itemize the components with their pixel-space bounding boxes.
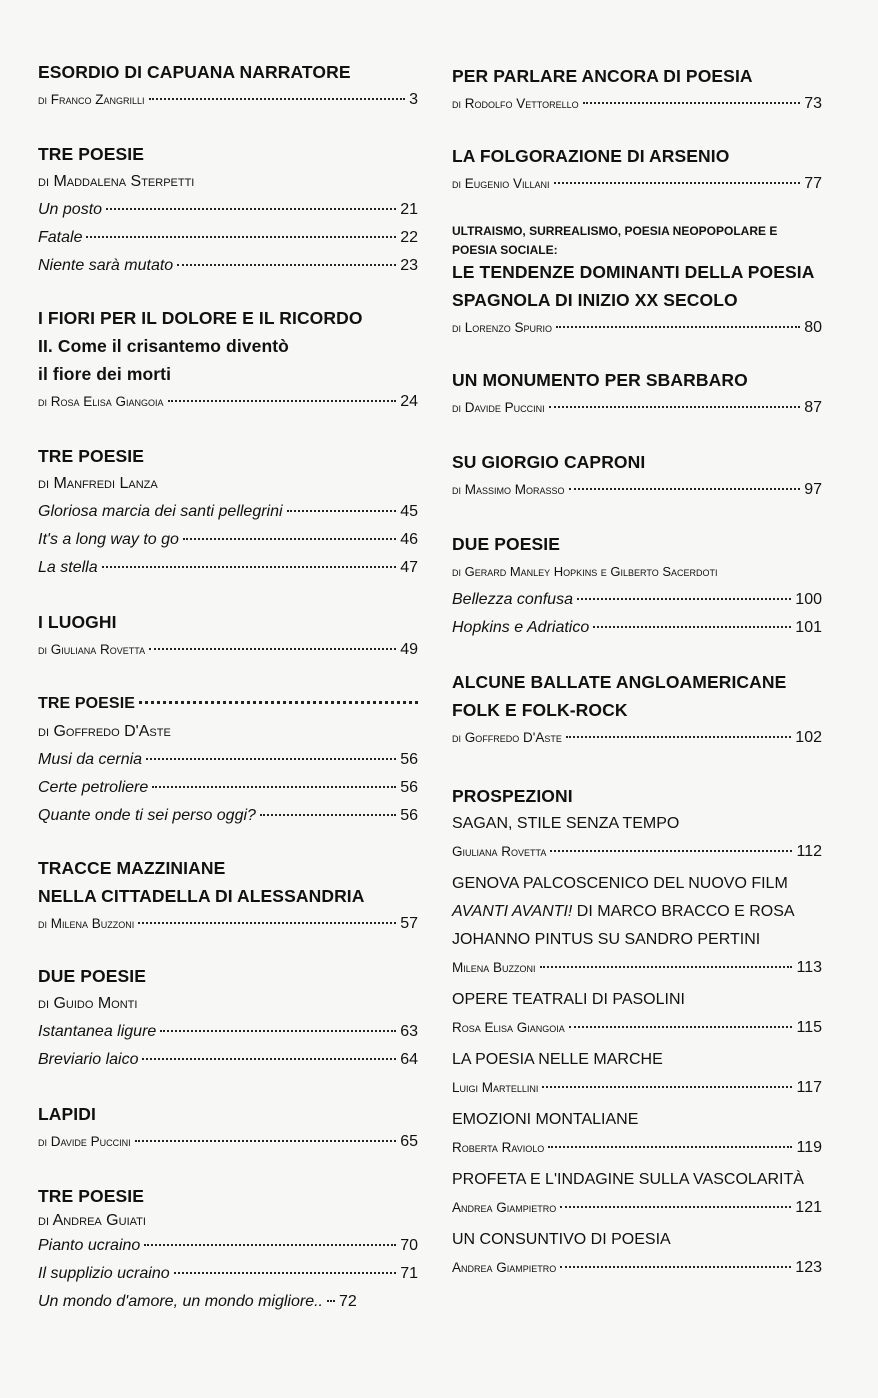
page-number: 73 bbox=[804, 95, 822, 112]
dot-leader bbox=[560, 1206, 791, 1208]
entry-title: I FIORI PER IL DOLORE E IL RICORDO bbox=[38, 308, 363, 328]
entry-author-row[interactable] bbox=[452, 1074, 822, 1102]
entry-title: TRE POESIE bbox=[38, 446, 145, 466]
page-number: 100 bbox=[795, 591, 822, 608]
dot-leader bbox=[106, 208, 396, 210]
poem-row[interactable] bbox=[38, 554, 418, 582]
dot-leader bbox=[542, 1086, 792, 1088]
page-number: 24 bbox=[400, 393, 418, 410]
entry-author: di Rodolfo Vettorello bbox=[452, 96, 579, 111]
poem-title: Breviario laico bbox=[38, 1051, 139, 1068]
entry-author: di Giuliana Rovetta bbox=[38, 642, 146, 657]
poem-title: Quante onde ti sei perso oggi? bbox=[38, 807, 256, 824]
entry-title: ESORDIO DI CAPUANA NARRATORE bbox=[38, 62, 351, 82]
entry-author-row[interactable] bbox=[452, 314, 822, 342]
poem-row[interactable] bbox=[38, 498, 418, 526]
poem-row[interactable] bbox=[38, 774, 418, 802]
entry-author: di Guido Monti bbox=[38, 995, 138, 1012]
page-number: 119 bbox=[796, 1139, 822, 1156]
page-number: 65 bbox=[400, 1133, 418, 1150]
entry-title: DUE POESIE bbox=[38, 966, 146, 986]
entry-author-row[interactable] bbox=[452, 1254, 822, 1282]
page-number: 123 bbox=[795, 1259, 822, 1276]
entry-author: Milena Buzzoni bbox=[452, 960, 536, 975]
entry-title: TRE POESIE bbox=[38, 144, 145, 164]
entry-author: di Manfredi Lanza bbox=[38, 475, 158, 492]
page-number: 77 bbox=[804, 175, 822, 192]
dot-leader bbox=[168, 400, 397, 402]
page-number: 49 bbox=[400, 641, 418, 658]
entry-title: TRE POESIE bbox=[38, 695, 136, 712]
poem-row[interactable] bbox=[38, 802, 418, 830]
entry-title: TRACCE MAZZINIANE bbox=[38, 858, 226, 878]
film-title: AVANTI AVANTI! bbox=[452, 903, 573, 920]
entry-author: Rosa Elisa Giangoia bbox=[452, 1020, 565, 1035]
dot-leader bbox=[149, 648, 396, 650]
entry-author: Andrea Giampietro bbox=[452, 1200, 557, 1215]
toc-left-column bbox=[38, 58, 418, 1316]
poem-title: Musi da cernia bbox=[38, 751, 143, 768]
entry-author-row[interactable] bbox=[452, 476, 822, 504]
entry-author: di Eugenio Villani bbox=[452, 176, 550, 191]
entry-author: di Rosa Elisa Giangoia bbox=[38, 394, 164, 409]
poem-title: Il supplizio ucraino bbox=[38, 1265, 170, 1282]
dot-leader bbox=[138, 922, 396, 924]
entry-author: di Gerard Manley Hopkins e Gilberto Sacerdoti bbox=[452, 564, 718, 579]
dot-leader bbox=[152, 786, 396, 788]
toc-entry-prospezioni bbox=[452, 782, 822, 1282]
page-number: 64 bbox=[400, 1051, 418, 1068]
entry-title: I LUOGHI bbox=[38, 612, 117, 632]
toc-entry bbox=[38, 304, 418, 416]
entry-author-row[interactable] bbox=[38, 910, 418, 938]
toc-entry bbox=[38, 690, 418, 830]
dot-leader bbox=[174, 1272, 397, 1274]
entry-title: LE TENDENZE DOMINANTI DELLA POESIA bbox=[452, 262, 815, 282]
page-number: 56 bbox=[400, 751, 418, 768]
entry-title: SU GIORGIO CAPRONI bbox=[452, 452, 646, 472]
entry-author-row[interactable] bbox=[452, 90, 822, 118]
page-number: 63 bbox=[400, 1023, 418, 1040]
dot-leader bbox=[327, 1300, 335, 1302]
entry-title: TRE POESIE bbox=[38, 1186, 145, 1206]
toc-entry bbox=[452, 62, 822, 118]
entry-author-row[interactable] bbox=[452, 954, 822, 982]
poem-row[interactable] bbox=[38, 1232, 418, 1260]
article-title: PROFETA E L'INDAGINE SULLA VASCOLARITÀ bbox=[452, 1171, 804, 1188]
poem-title: La stella bbox=[38, 559, 98, 576]
entry-author: di Milena Buzzoni bbox=[38, 916, 135, 931]
toc-entry bbox=[452, 448, 822, 504]
dot-leader bbox=[260, 814, 396, 816]
dot-leader bbox=[183, 538, 396, 540]
toc-entry bbox=[452, 220, 822, 342]
article-title: EMOZIONI MONTALIANE bbox=[452, 1111, 639, 1128]
entry-author-row[interactable] bbox=[452, 724, 822, 752]
poem-row[interactable] bbox=[452, 614, 822, 642]
article-title: LA POESIA NELLE MARCHE bbox=[452, 1051, 663, 1068]
poem-title: Un posto bbox=[38, 201, 103, 218]
entry-author-row[interactable] bbox=[452, 838, 822, 866]
toc-entry bbox=[452, 366, 822, 422]
page-number: 102 bbox=[795, 729, 822, 746]
page-number: 87 bbox=[804, 399, 822, 416]
dot-leader bbox=[177, 264, 396, 266]
poem-row[interactable] bbox=[38, 746, 418, 774]
poem-title: Fatale bbox=[38, 229, 83, 246]
toc-entry bbox=[38, 854, 418, 938]
toc-entry bbox=[452, 668, 822, 752]
entry-title: UN MONUMENTO PER SBARBARO bbox=[452, 370, 748, 390]
page-number: 117 bbox=[796, 1079, 822, 1096]
toc-entry bbox=[452, 530, 822, 642]
article-title-line: JOHANNO PINTUS SU SANDRO PERTINI bbox=[452, 931, 761, 948]
dot-leader bbox=[160, 1030, 396, 1032]
article-title: SAGAN, STILE SENZA TEMPO bbox=[452, 815, 680, 832]
entry-title: PROSPEZIONI bbox=[452, 786, 573, 806]
poem-row[interactable] bbox=[38, 252, 418, 280]
toc-entry bbox=[38, 58, 418, 114]
page-number: 97 bbox=[804, 481, 822, 498]
dot-leader bbox=[550, 850, 792, 852]
page-number: 23 bbox=[400, 257, 418, 274]
dot-leader bbox=[566, 736, 791, 738]
toc-entry bbox=[38, 1182, 418, 1316]
entry-author-row[interactable] bbox=[452, 394, 822, 422]
entry-title: ALCUNE BALLATE ANGLOAMERICANE bbox=[452, 672, 787, 692]
dot-leader bbox=[560, 1266, 791, 1268]
page-number: 46 bbox=[400, 531, 418, 548]
entry-author: Giuliana Rovetta bbox=[452, 844, 547, 859]
toc-entry bbox=[452, 142, 822, 198]
dot-leader bbox=[144, 1244, 396, 1246]
page-number: 45 bbox=[400, 503, 418, 520]
article-title: UN CONSUNTIVO DI POESIA bbox=[452, 1231, 671, 1248]
entry-author: Luigi Martellini bbox=[452, 1080, 539, 1095]
dot-leader bbox=[146, 758, 396, 760]
toc-right-column bbox=[452, 62, 822, 1282]
entry-title: SPAGNOLA DI INIZIO XX SECOLO bbox=[452, 290, 738, 310]
poem-title: Hopkins e Adriatico bbox=[452, 619, 590, 636]
dot-leader bbox=[549, 406, 801, 408]
poem-title: Certe petroliere bbox=[38, 779, 149, 796]
dot-leader bbox=[556, 326, 800, 328]
poem-title: Istantanea ligure bbox=[38, 1023, 157, 1040]
entry-title: FOLK E FOLK-ROCK bbox=[452, 700, 628, 720]
entry-author: Roberta Raviolo bbox=[452, 1140, 545, 1155]
page-number: 47 bbox=[400, 559, 418, 576]
page-number: 71 bbox=[400, 1265, 418, 1282]
entry-author: di Lorenzo Spurio bbox=[452, 320, 553, 335]
poem-title: Pianto ucraino bbox=[38, 1237, 141, 1254]
poem-row[interactable] bbox=[38, 1288, 418, 1316]
page-number: 101 bbox=[795, 619, 822, 636]
dot-leader bbox=[142, 1058, 396, 1060]
dot-leader bbox=[86, 236, 396, 238]
poem-title: Un mondo d'amore, un mondo migliore.. bbox=[38, 1293, 323, 1310]
entry-author-row[interactable] bbox=[452, 1014, 822, 1042]
entry-kicker: POESIA SOCIALE: bbox=[452, 243, 558, 257]
page-number: 3 bbox=[409, 91, 418, 108]
entry-author-row[interactable] bbox=[38, 86, 418, 114]
poem-row[interactable] bbox=[38, 1260, 418, 1288]
dot-leader bbox=[548, 1146, 792, 1148]
entry-title: LAPIDI bbox=[38, 1104, 96, 1124]
entry-title-row bbox=[38, 690, 418, 718]
entry-author: di Davide Puccini bbox=[38, 1134, 131, 1149]
entry-author-row[interactable] bbox=[38, 636, 418, 664]
poem-row[interactable] bbox=[38, 1046, 418, 1074]
article-title: OPERE TEATRALI DI PASOLINI bbox=[452, 991, 685, 1008]
page-number: 56 bbox=[400, 807, 418, 824]
poem-title: Bellezza confusa bbox=[452, 591, 573, 608]
article-title-line bbox=[452, 898, 822, 926]
toc-entry bbox=[38, 962, 418, 1074]
poem-row[interactable] bbox=[38, 1018, 418, 1046]
page-number: 113 bbox=[796, 959, 822, 976]
page-number: 121 bbox=[795, 1199, 822, 1216]
entry-author-row[interactable] bbox=[452, 1134, 822, 1162]
dot-leader bbox=[102, 566, 397, 568]
page-number: 112 bbox=[796, 843, 822, 860]
poem-title: It's a long way to go bbox=[38, 531, 179, 548]
poem-row[interactable] bbox=[38, 526, 418, 554]
dot-leader bbox=[139, 701, 418, 704]
page-number: 115 bbox=[796, 1019, 822, 1036]
entry-title: LA FOLGORAZIONE DI ARSENIO bbox=[452, 146, 730, 166]
poem-row[interactable] bbox=[38, 224, 418, 252]
dot-leader bbox=[569, 1026, 793, 1028]
entry-author-row[interactable] bbox=[38, 388, 418, 416]
entry-author-row[interactable] bbox=[452, 1194, 822, 1222]
dot-leader bbox=[287, 510, 397, 512]
page-number: 21 bbox=[400, 201, 418, 218]
entry-kicker: ULTRAISMO, SURREALISMO, POESIA NEOPOPOLARE E bbox=[452, 224, 778, 238]
dot-leader bbox=[135, 1140, 397, 1142]
page-number: 56 bbox=[400, 779, 418, 796]
page-number: 80 bbox=[804, 319, 822, 336]
poem-title: Gloriosa marcia dei santi pellegrini bbox=[38, 503, 283, 520]
page-number: 70 bbox=[400, 1237, 418, 1254]
dot-leader bbox=[569, 488, 801, 490]
dot-leader bbox=[149, 98, 406, 100]
entry-title: DUE POESIE bbox=[452, 534, 560, 554]
entry-author-row[interactable] bbox=[452, 170, 822, 198]
dot-leader bbox=[554, 182, 801, 184]
toc-entry bbox=[38, 608, 418, 664]
dot-leader bbox=[593, 626, 791, 628]
poem-row[interactable] bbox=[452, 586, 822, 614]
entry-author: Andrea Giampietro bbox=[452, 1260, 557, 1275]
page-number: 57 bbox=[400, 915, 418, 932]
entry-author: di Massimo Morasso bbox=[452, 482, 565, 497]
entry-author: di Maddalena Sterpetti bbox=[38, 173, 195, 190]
toc-entry bbox=[38, 1100, 418, 1156]
poem-title: Niente sarà mutato bbox=[38, 257, 174, 274]
toc-entry bbox=[38, 442, 418, 582]
entry-author: di Franco Zangrilli bbox=[38, 92, 145, 107]
entry-author: di Goffredo D'Aste bbox=[38, 723, 171, 740]
page-number: 72 bbox=[338, 1293, 357, 1310]
entry-subtitle: il fiore dei morti bbox=[38, 364, 172, 384]
dot-leader bbox=[540, 966, 793, 968]
poem-row[interactable] bbox=[38, 196, 418, 224]
article-title-cont: DI MARCO BRACCO E ROSA bbox=[572, 903, 795, 920]
entry-author: di Davide Puccini bbox=[452, 400, 545, 415]
entry-author: di Andrea Guiati bbox=[38, 1212, 146, 1229]
dot-leader bbox=[577, 598, 791, 600]
entry-author: di Goffredo D'Aste bbox=[452, 730, 562, 745]
dot-leader bbox=[583, 102, 801, 104]
entry-subtitle: II. Come il crisantemo diventò bbox=[38, 336, 289, 356]
page-number: 22 bbox=[400, 229, 418, 246]
entry-author-row[interactable] bbox=[38, 1128, 418, 1156]
entry-title: PER PARLARE ANCORA DI POESIA bbox=[452, 66, 753, 86]
article-title: GENOVA PALCOSCENICO DEL NUOVO FILM bbox=[452, 875, 788, 892]
toc-entry bbox=[38, 140, 418, 280]
entry-title: NELLA CITTADELLA DI ALESSANDRIA bbox=[38, 886, 365, 906]
